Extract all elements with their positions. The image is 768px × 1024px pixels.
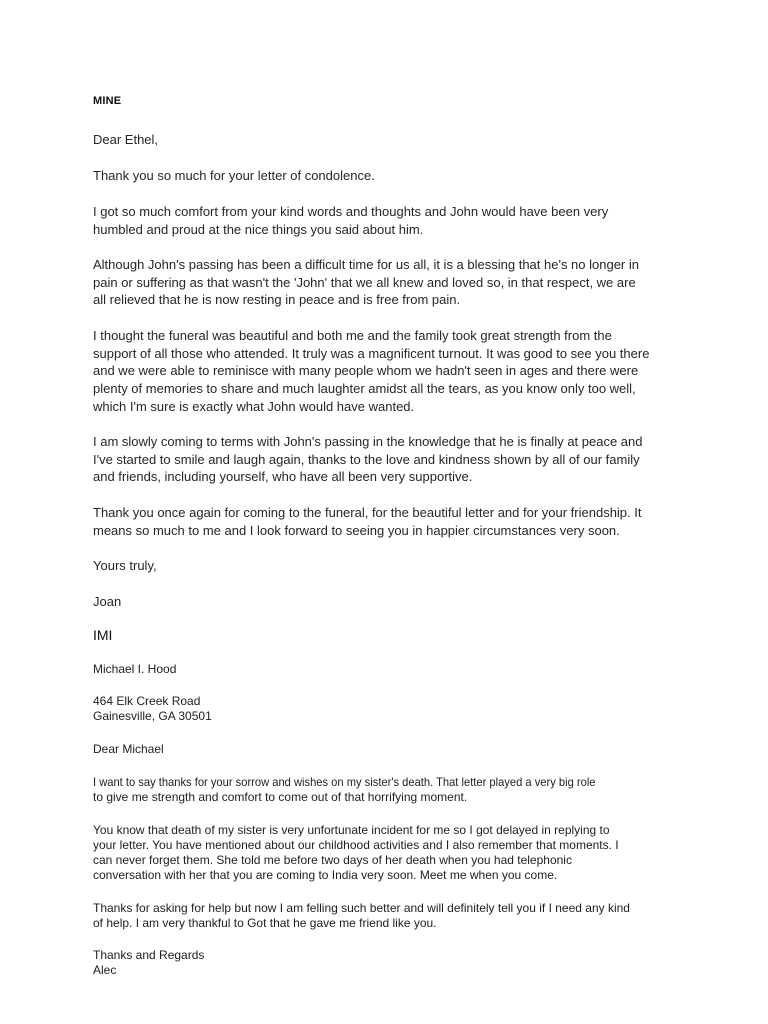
- heading-imi: IMI: [93, 627, 113, 643]
- text-line: Thanks for asking for help but now I am felling such better and will definitely tell you if I need any kind: [93, 901, 630, 915]
- text-line: Although John's passing has been a difficult time for us all, it is a blessing that he's no longer in: [93, 257, 639, 272]
- paragraph-1: [93, 167, 375, 185]
- paragraph-3: [93, 256, 639, 309]
- text-line: to give me strength and comfort to come out of that horrifying moment.: [93, 790, 468, 804]
- paragraph-2-3: [93, 901, 630, 931]
- text-line: Thank you so much for your letter of condolence.: [93, 168, 375, 183]
- paragraph-2-1: [93, 775, 633, 805]
- address-line: Gainesville, GA 30501: [93, 709, 212, 723]
- paragraph-2-2: [93, 823, 619, 883]
- text-line: and friends, including yourself, who have all been very supportive.: [93, 469, 473, 485]
- salutation-2: Dear Michael: [93, 742, 164, 756]
- text-line: I am slowly coming to terms with John's passing in the knowledge that he is finally at peace and: [93, 434, 643, 449]
- text-line: I've started to smile and laugh again, thanks to the love and kindness shown by all of our family: [93, 451, 640, 467]
- paragraph-5: [93, 433, 643, 486]
- text-line: which I'm sure is exactly what John would have wanted.: [93, 398, 415, 414]
- text-line: I thought the funeral was beautiful and both me and the family took great strength from the: [93, 328, 612, 343]
- text-line: can never forget them. She told me before two days of her death when you had telephonic: [93, 853, 572, 867]
- closing-line: Alec: [93, 963, 117, 977]
- closing: Yours truly,: [93, 558, 157, 573]
- heading-mine: MINE: [93, 95, 122, 107]
- paragraph-2: [93, 203, 608, 238]
- text-line: plenty of memories to share and much laughter amidst all the tears, as you know only too well,: [93, 381, 636, 397]
- text-line: of help. I am very thankful to Got that he gave me friend like you.: [93, 916, 437, 930]
- salutation: Dear Ethel,: [93, 132, 159, 147]
- closing-line: Thanks and Regards: [93, 948, 205, 962]
- text-line: I want to say thanks for your sorrow and wishes on my sister's death. That letter played a very big role: [93, 775, 596, 789]
- paragraph-6: [93, 504, 642, 539]
- signature: Joan: [93, 594, 122, 609]
- text-line: support of all those who attended. It truly was a magnificent turnout. It was good to see you there: [93, 345, 650, 361]
- text-line: your letter. You have mentioned about our childhood activities and I also remember that moments. I: [93, 838, 619, 852]
- recipient-name: Michael I. Hood: [93, 662, 177, 676]
- text-line: Thank you once again for coming to the funeral, for the beautiful letter and for your friendship. It: [93, 505, 642, 520]
- closing-2: [93, 948, 204, 978]
- text-line: I got so much comfort from your kind words and thoughts and John would have been very: [93, 204, 609, 219]
- text-line: You know that death of my sister is very unfortunate incident for me so I got delayed in replying to: [93, 823, 610, 837]
- text-line: humbled and proud at the nice things you said about him.: [93, 221, 424, 237]
- text-line: all relieved that he is now resting in peace and is free from pain.: [93, 292, 461, 308]
- text-line: pain or suffering as that wasn't the 'John' that we all knew and loved so, in that respect, we are: [93, 274, 636, 290]
- text-line: conversation with her that you are coming to India very soon. Meet me when you come.: [93, 868, 558, 882]
- text-line: means so much to me and I look forward to seeing you in happier circumstances very soon.: [93, 522, 620, 538]
- address-line: 464 Elk Creek Road: [93, 694, 201, 708]
- text-line: and we were able to reminisce with many people whom we hadn't seen in ages and there were: [93, 363, 639, 379]
- recipient-address: [93, 694, 212, 724]
- paragraph-4: [93, 327, 649, 416]
